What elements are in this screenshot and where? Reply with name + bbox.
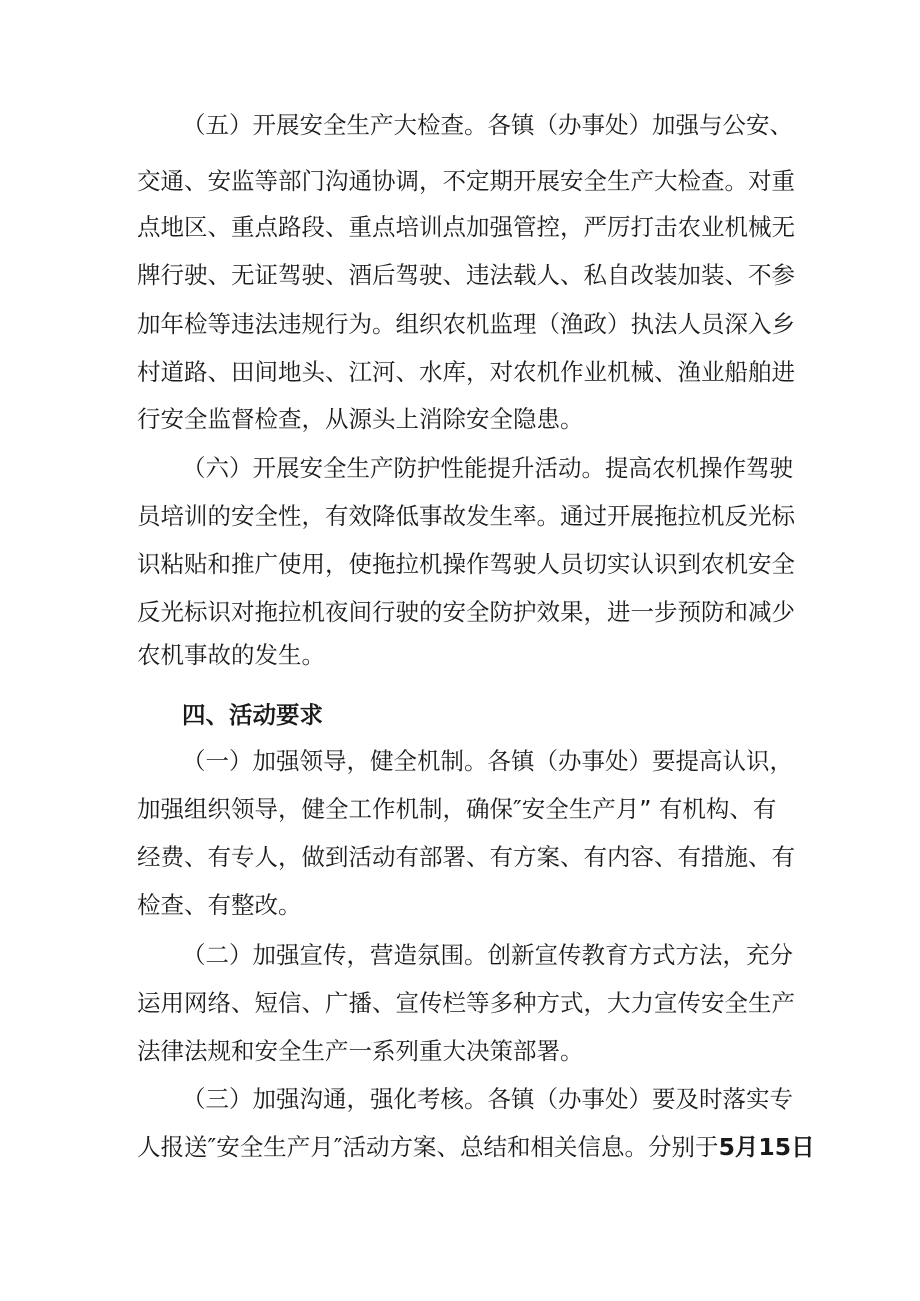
- requirement-3-line-1: （三）加强沟通，强化考核。各镇（办事处）要及时落实专: [182, 1085, 793, 1113]
- requirement-2-line-1: （二）加强宣传，营造氛围。创新宣传教育方式方法，充分: [182, 941, 793, 969]
- requirement-1-line-1: （一）加强领导，健全机制。各镇（办事处）要提高认识，: [182, 747, 793, 775]
- paragraph-6-line-5: 农机事故的发生。: [137, 641, 325, 669]
- paragraph-5-line-5: 加年检等违法违规行为。组织农机监理（渔政）执法人员深入乡: [137, 310, 795, 338]
- paragraph-5-line-1: （五）开展安全生产大检查。各镇（办事处）加强与公安、: [182, 111, 793, 139]
- requirement-2-line-2: 运用网络、短信、广播、宣传栏等多种方式，大力宣传安全生产: [137, 989, 795, 1017]
- requirement-3-line-2-text: 人报送″安全生产月″活动方案、总结和相关信息。分别于: [137, 1133, 719, 1161]
- paragraph-5-line-6: 村道路、田间地头、江河、水库，对农机作业机械、渔业船舶进: [137, 358, 795, 386]
- paragraph-5-line-7: 行安全监督检查，从源头上消除安全隐患。: [137, 405, 584, 433]
- paragraph-6-line-2: 员培训的安全性，有效降低事故发生率。通过开展拖拉机反光标: [137, 502, 795, 530]
- section-heading: 四、活动要求: [182, 701, 323, 729]
- requirement-1-line-2: 加强组织领导，健全工作机制，确保″安全生产月” 有机构、有: [137, 795, 777, 823]
- requirement-3-date: 5月15日: [718, 1133, 815, 1161]
- requirement-2-line-3: 法律法规和安全生产一系列重大决策部署。: [137, 1037, 584, 1065]
- requirement-3-line-2: [137, 1132, 815, 1162]
- paragraph-6-line-4: 反光标识对拖拉机夜间行驶的安全防护效果，进一步预防和减少: [137, 598, 795, 626]
- paragraph-6-line-1: （六）开展安全生产防护性能提升活动。提高农机操作驾驶: [182, 454, 793, 482]
- requirement-1-line-4: 检查、有整改。: [137, 891, 302, 919]
- requirement-1-line-3: 经费、有专人，做到活动有部署、有方案、有内容、有措施、有: [137, 843, 795, 871]
- paragraph-5-line-3: 点地区、重点路段、重点培训点加强管控，严厉打击农业机械无: [137, 213, 795, 241]
- paragraph-6-line-3: 识粘贴和推广使用，使拖拉机操作驾驶人员切实认识到农机安全: [137, 550, 795, 578]
- paragraph-5-line-2: 交通、安监等部门沟通协调，不定期开展安全生产大检查。对重: [137, 167, 795, 195]
- paragraph-5-line-4: 牌行驶、无证驾驶、酒后驾驶、违法载人、私自改装加装、不参: [137, 261, 795, 289]
